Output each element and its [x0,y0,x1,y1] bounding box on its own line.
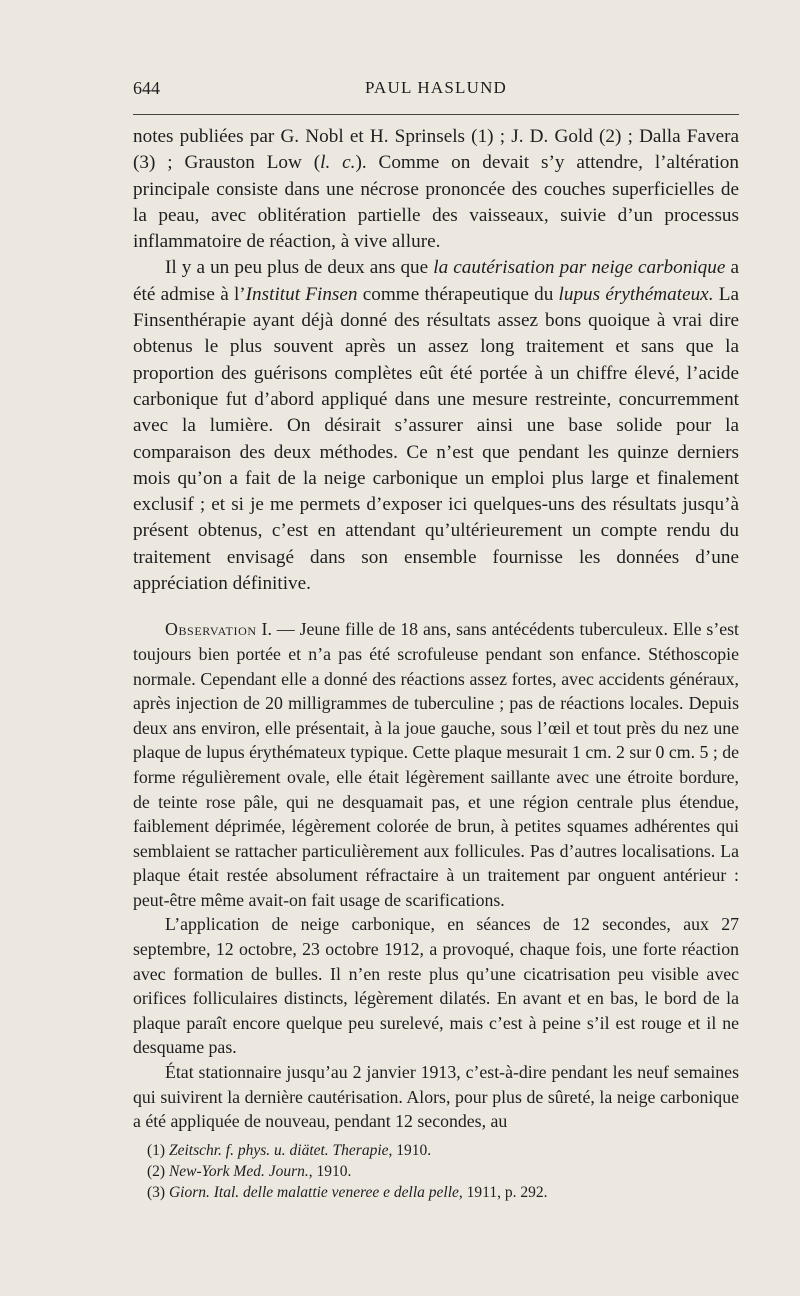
body-text [133,124,739,1134]
running-head: PAUL HASLUND [364,78,508,97]
footnote: (2) New-York Med. Journ., 1910. [147,1163,352,1180]
page-header [133,78,739,108]
observation-1-para-2: L’application de neige carbonique, en séances de 12 secondes, aux 27 septembre, 12 octobre, 23 octobre 1912, a provoqué, chaque fois, une forte réaction avec formation de bulles. Il n’en reste plus qu’une cicatrisation peu visible avec orifices folliculaires distincts, légèrement dilatés. En avant et en bas, le bord de la plaque paraît encore quelque peu surelevé, mais c’est à peine s’il est rouge et il ne desquame pas. [133,914,739,1058]
header-rule [133,114,739,115]
page-number: 644 [133,78,160,98]
footnote: (3) Giorn. Ital. delle malattie veneree e della pelle, 1911, p. 292. [147,1184,548,1201]
paragraph-2: Il y a un peu plus de deux ans que la cautérisation par neige carbonique a été admise à l’Institut Finsen comme thérapeutique du lupus érythémateux. La Finsenthérapie ayant déjà donné des résultats assez bons quoique à vrai dire obtenus le plus souvent après un assez long traitement et sans que la proportion des guérisons complètes eût été portée à un chiffre élevé, l’acide carbonique fut d’abord appliqué dans une mesure restreinte, concurremment avec la lumière. On désirait s’assurer ainsi une base solide pour la comparaison des deux méthodes. Ce n’est que pendant les quinze derniers mois qu’on a fait de la neige carbonique un emploi plus large et finalement exclusif ; et si je me permets d’exposer ici quelques-uns des résultats jusqu’à présent obtenus, c’est en attendant qu’ultérieurement un compte rendu du traitement envisagé dans son ensemble fournisse les données d’une appréciation définitive. [133,257,739,595]
footnote: (1) Zeitschr. f. phys. u. diätet. Therapie, 1910. [147,1142,432,1159]
observation-1: Observation I. — Jeune fille de 18 ans, sans antécédents tuberculeux. Elle s’est toujours bien portée et n’a pas été scrofuleuse pendant son enfance. Stéthoscopie normale. Cependant elle a donné des réactions assez fortes, avec accidents généraux, après injection de 20 milligrammes de tuberculine ; pas de réactions locales. Depuis deux ans environ, elle présentait, à la joue gauche, sous l’œil et tout près du nez une plaque de lupus érythémateux typique. Cette plaque mesurait 1 cm. 2 sur 0 cm. 5 ; de forme régulièrement ovale, elle était légèrement saillante avec une étroite bordure, de teinte rose pâle, qui ne desquamait pas, et une région centrale plus étendue, faiblement déprimée, légèrement colorée de brun, à petites squames adhérentes qui semblaient se rattacher particulièrement aux follicules. Pas d’autres localisations. La plaque était restée absolument réfractaire à un traitement par onguent antérieur : peut-être même avait-on fait usage de scarifications. [133,619,739,910]
observation-1-para-3: État stationnaire jusqu’au 2 janvier 1913, c’est-à-dire pendant les neuf semaines qui suivirent la dernière cautérisation. Alors, pour plus de sûreté, la neige carbonique a été appliquée de nouveau, pendant 12 secondes, au [133,1062,739,1132]
paragraph-1: notes publiées par G. Nobl et H. Sprinsels (1) ; J. D. Gold (2) ; Dalla Favera (3) ; Grauston Low (l. c.). Comme on devait s’y attendre, l’altération principale consiste dans une nécrose prononcée des couches superficielles de la peau, avec oblitération partielle des vaisseaux, suivie d’un processus inflammatoire de réaction, à vive allure. [133,126,739,253]
observation-label: Observation [165,619,257,640]
footnotes [133,1140,739,1203]
